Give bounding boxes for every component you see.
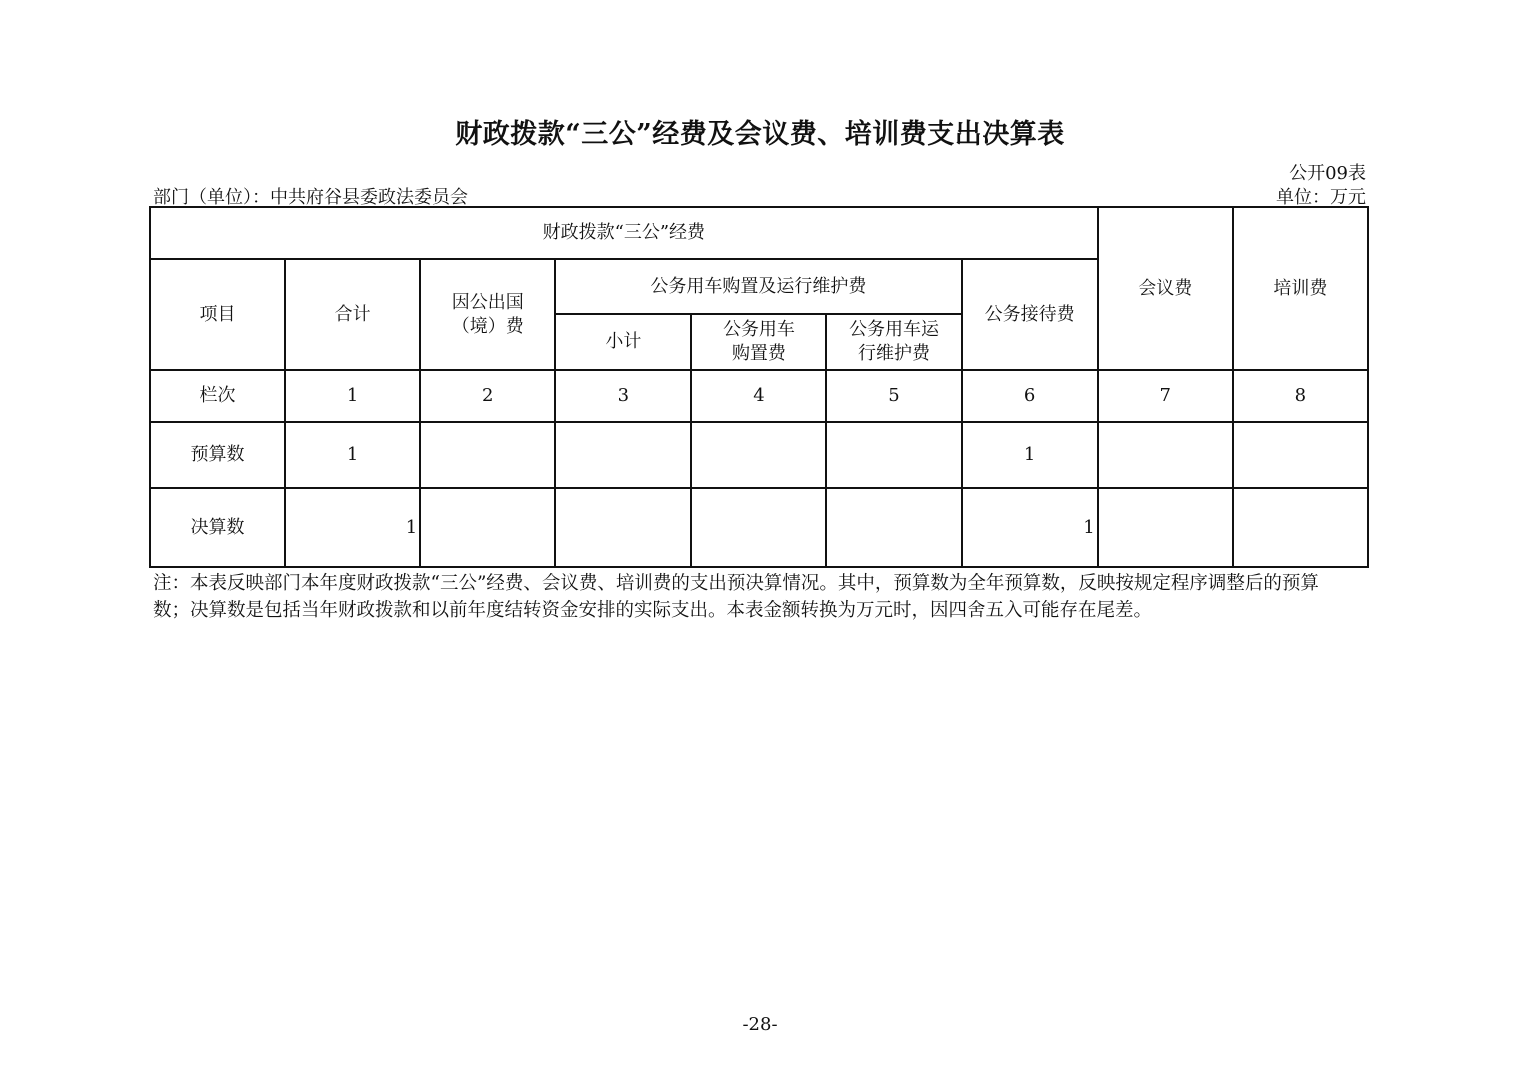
final-meeting <box>1098 488 1233 567</box>
final-training <box>1233 488 1368 567</box>
header-vehicle-purchase-text: 公务用车购置费 <box>722 319 795 364</box>
final-vehicle-subtotal <box>555 488 691 567</box>
header-reception: 公务接待费 <box>962 259 1098 370</box>
header-vehicle-operation-text: 公务用车运行维护费 <box>849 319 940 364</box>
column-number-2: 2 <box>420 370 555 422</box>
unit-label: 单位：万元 <box>1276 187 1366 208</box>
header-vehicle-operation <box>826 314 961 370</box>
column-number-8: 8 <box>1233 370 1368 422</box>
column-number-1: 1 <box>285 370 420 422</box>
budget-meeting <box>1098 422 1233 488</box>
column-number-7: 7 <box>1098 370 1233 422</box>
final-vehicle-purchase <box>691 488 826 567</box>
header-abroad <box>420 259 555 370</box>
column-number-5: 5 <box>826 370 961 422</box>
budget-vehicle-operation <box>826 422 961 488</box>
department-label: 部门（单位）：中共府谷县委政法委员会 <box>153 187 468 208</box>
header-item: 项目 <box>150 259 285 370</box>
expense-table <box>149 206 1369 568</box>
budget-vehicle-purchase <box>691 422 826 488</box>
column-number-4: 4 <box>691 370 826 422</box>
table-row-final <box>150 488 1368 567</box>
row-label-columns: 栏次 <box>150 370 285 422</box>
footnote: 注：本表反映部门本年度财政拨款“三公”经费、会议费、培训费的支出预决算情况。其中，预算数为全年预算数，反映按规定程序调整后的预算数；决算数是包括当年财政拨款和以前年度结转资金安排的实际支出。本表金额转换为万元时，因四舍五入可能存在尾差。 <box>153 573 1319 621</box>
group-header-cell: 财政拨款“三公”经费 <box>150 207 1098 259</box>
page-number: -28- <box>742 1014 778 1035</box>
budget-vehicle-subtotal <box>555 422 691 488</box>
budget-total: 1 <box>285 422 420 488</box>
header-vehicle-subtotal: 小计 <box>555 314 691 370</box>
final-total: 1 <box>285 488 420 567</box>
budget-reception: 1 <box>962 422 1098 488</box>
budget-abroad <box>420 422 555 488</box>
header-abroad-text: 因公出国（境）费 <box>451 291 524 337</box>
table-row-budget <box>150 422 1368 488</box>
final-vehicle-operation <box>826 488 961 567</box>
table-row-column-numbers <box>150 370 1368 422</box>
header-meeting: 会议费 <box>1098 207 1233 370</box>
column-number-3: 3 <box>555 370 691 422</box>
budget-training <box>1233 422 1368 488</box>
row-label-budget: 预算数 <box>150 422 285 488</box>
header-total: 合计 <box>285 259 420 370</box>
form-number: 公开09表 <box>1289 163 1366 184</box>
header-vehicle: 公务用车购置及运行维护费 <box>555 259 961 314</box>
column-number-6: 6 <box>962 370 1098 422</box>
page-title: 财政拨款“三公”经费及会议费、培训费支出决算表 <box>455 119 1065 150</box>
row-label-final: 决算数 <box>150 488 285 567</box>
header-vehicle-purchase <box>691 314 826 370</box>
header-training: 培训费 <box>1233 207 1368 370</box>
final-reception: 1 <box>962 488 1098 567</box>
final-abroad <box>420 488 555 567</box>
